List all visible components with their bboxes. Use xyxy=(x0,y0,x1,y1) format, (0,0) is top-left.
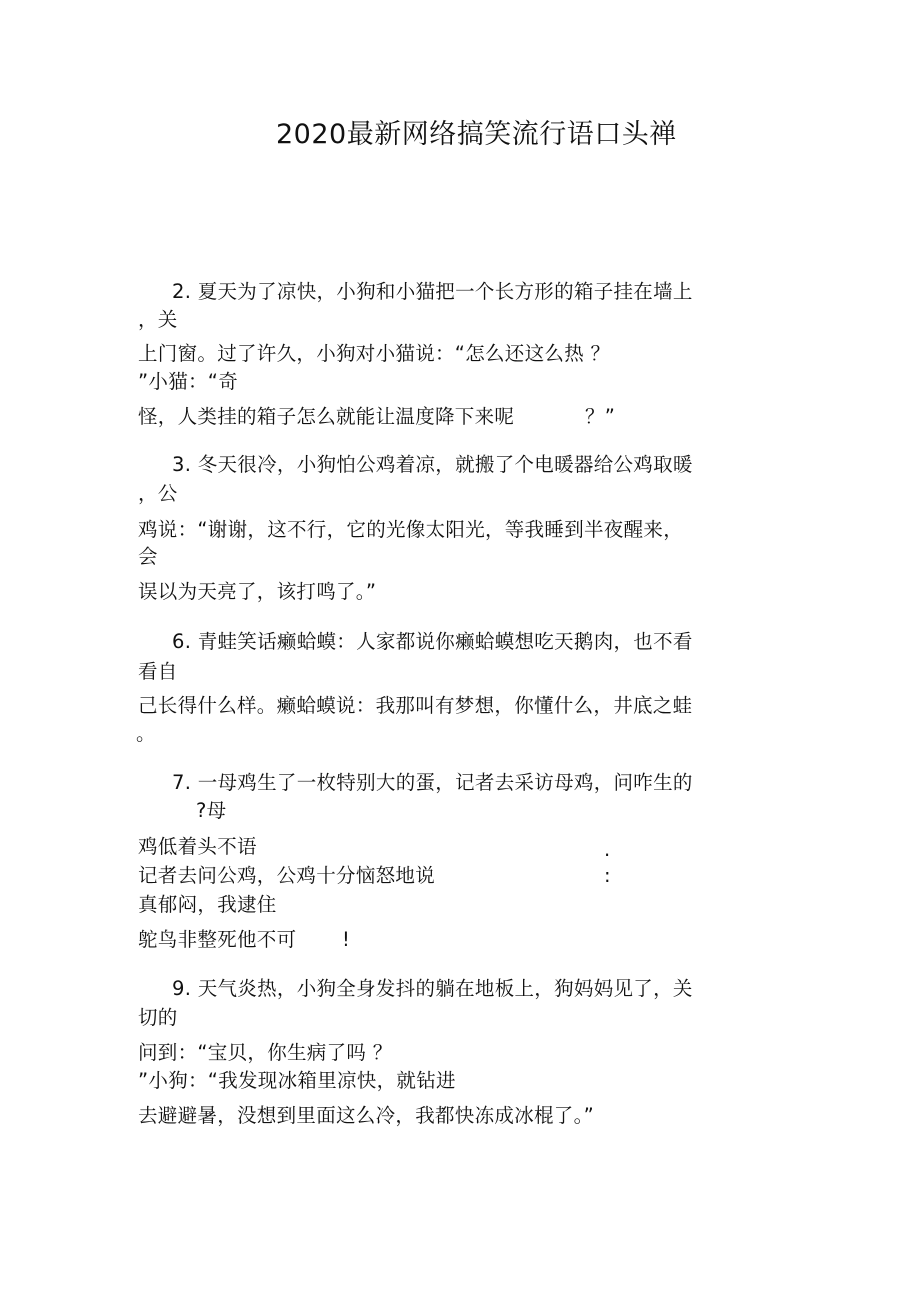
paragraph-line: ，关 xyxy=(138,308,178,331)
paragraph-line: 看自 xyxy=(138,660,178,683)
paragraph-line: 3. 冬天很冷，小狗怕公鸡着凉，就搬了个电暖器给公鸡取暖 xyxy=(172,453,693,476)
paragraph-line: 真郁闷，我逮住 xyxy=(138,893,277,916)
paragraph-line: . xyxy=(604,838,611,861)
paragraph-line: 会 xyxy=(138,545,158,568)
paragraph-line: : xyxy=(604,864,611,887)
paragraph-line: 鸡说：“谢谢，这不行，它的光像太阳光，等我睡到半夜醒来， xyxy=(138,518,684,541)
paragraph-line: ?母 xyxy=(196,799,227,822)
paragraph-line: ! xyxy=(342,928,351,951)
paragraph-line: 2. 夏天为了凉快，小狗和小猫把一个长方形的箱子挂在墙上 xyxy=(172,280,693,303)
paragraph-line: 鸡低着头不语 xyxy=(138,835,257,858)
paragraph-line: 切的 xyxy=(138,1006,178,1029)
paragraph-line: 6. 青蛙笑话癞蛤蟆：人家都说你癞蛤蟆想吃天鹅肉，也不看 xyxy=(172,630,693,653)
paragraph-line: 问到：“宝贝，你生病了吗 ？ xyxy=(138,1041,393,1064)
paragraph-line: 记者去问公鸡，公鸡十分恼怒地说 xyxy=(138,864,436,887)
paragraph-line: 7. 一母鸡生了一枚特别大的蛋，记者去采访母鸡，问咋生的 xyxy=(172,771,693,794)
document-title: 2020最新网络搞笑流行语口头禅 xyxy=(276,119,677,150)
paragraph-line: ”小狗：“我发现冰箱里凉快，就钻进 xyxy=(138,1069,456,1092)
paragraph-line: 。 xyxy=(136,722,156,745)
paragraph-line: 误以为天亮了，该打鸣了。” xyxy=(138,580,377,603)
paragraph-line: ？” xyxy=(585,405,616,428)
paragraph-line: 9. 天气炎热，小狗全身发抖的躺在地板上，狗妈妈见了，关 xyxy=(172,977,693,1000)
paragraph-line: ”小猫：“奇 xyxy=(138,370,239,393)
paragraph-line: 鸵鸟非整死他不可 xyxy=(138,928,297,951)
paragraph-line: 去避避暑，没想到里面这么冷，我都快冻成冰棍了。” xyxy=(138,1104,595,1127)
paragraph-line: 怪，人类挂的箱子怎么就能让温度降下来呢 xyxy=(138,405,515,428)
paragraph-line: ，公 xyxy=(138,482,178,505)
paragraph-line: 己长得什么样。癞蛤蟆说：我那叫有梦想，你懂什么，井底之蛙 xyxy=(138,694,693,717)
paragraph-line: 上门窗。过了许久，小狗对小猫说：“怎么还这么热 ？ xyxy=(138,342,611,365)
